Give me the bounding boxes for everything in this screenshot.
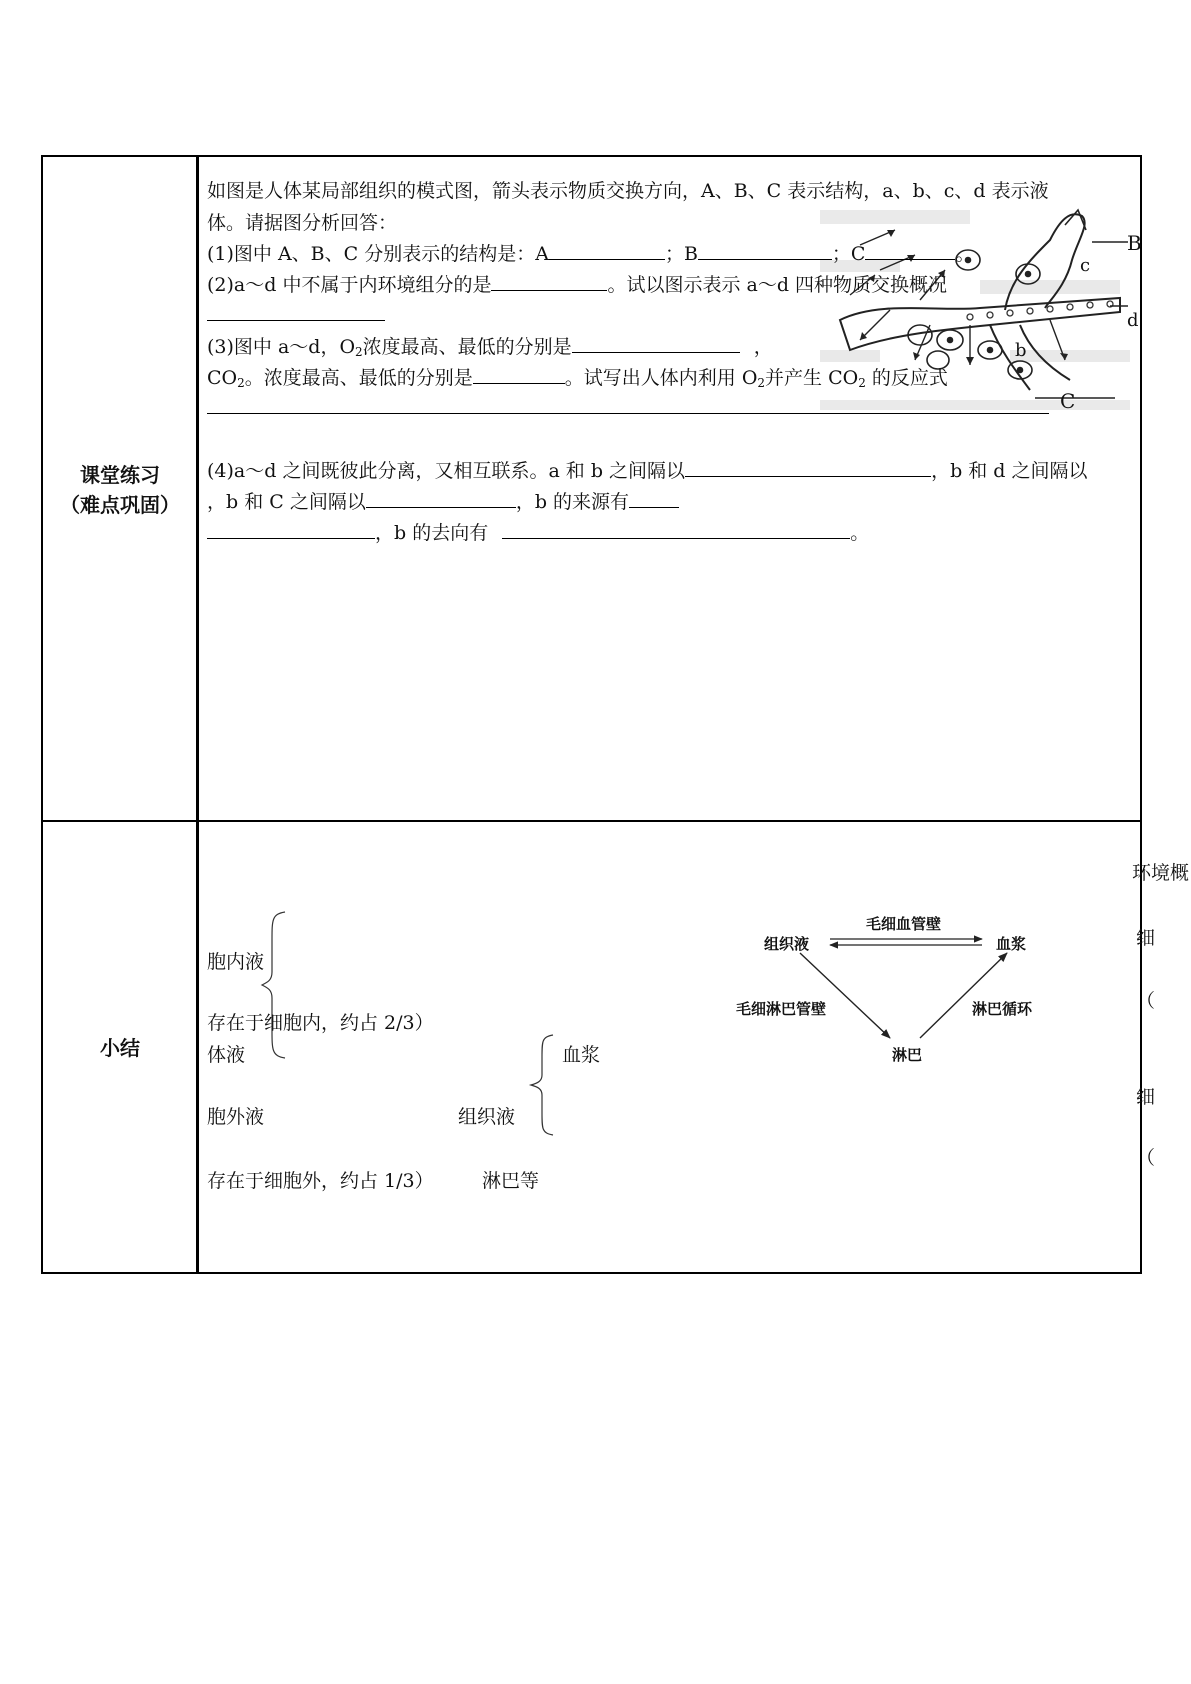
q4-blank-c[interactable] <box>629 488 679 508</box>
q2-blank-a[interactable] <box>491 271 607 291</box>
summary-plasma: 血浆 <box>562 1044 601 1066</box>
intro-line1: 如图是人体某局部组织的模式图，箭头表示物质交换方向，A、B、C 表示结构，a、b、c、d 表示液 <box>207 180 1049 202</box>
table-row-divider <box>41 820 1142 822</box>
diagram-capillary-wall: 毛细血管壁 <box>866 915 942 933</box>
summary-cell-inner-note: 存在于细胞内，约占 2/3） <box>207 1012 434 1034</box>
figure-label-c: c <box>1080 255 1091 276</box>
summary-extra-note: 存在于细胞外，约占 1/3） <box>207 1170 434 1192</box>
question-3-line1 <box>207 333 773 365</box>
row-label-exercise <box>44 460 196 520</box>
q4-blank-d[interactable] <box>207 519 375 539</box>
margin-text-1: 环境概 <box>1132 862 1190 884</box>
q3-blank-b[interactable] <box>473 364 565 384</box>
margin-text-2: 细 <box>1136 927 1156 949</box>
q3-text-e: 。浓度最高、最低的分别是 <box>244 367 473 389</box>
diagram-plasma: 血浆 <box>996 935 1027 953</box>
q3-text-f: 。试写出人体内利用 O <box>564 367 758 389</box>
summary-tissue-fluid: 组织液 <box>458 1106 516 1128</box>
margin-text-5: （ <box>1136 1147 1156 1169</box>
figure-label-B: B <box>1127 231 1142 255</box>
intro-line2: 体。请据图分析回答： <box>207 212 398 234</box>
q3-text-a: (3)图中 a～d，O <box>207 336 356 358</box>
q3-blank-a[interactable] <box>572 333 740 353</box>
q4-blank-b[interactable] <box>366 488 516 508</box>
q3-blank-c[interactable] <box>207 394 1049 414</box>
q3-text-c: ， <box>753 336 773 358</box>
q4-text-b: ，b 和 d 之间隔以 <box>931 460 1088 482</box>
q3-sub-3: 2 <box>757 376 766 390</box>
table-bottom-border <box>41 1272 1142 1274</box>
figure-label-C: C <box>1060 389 1076 413</box>
q1-text-b: ；B <box>664 243 698 265</box>
figure-label-b: b <box>1015 340 1027 361</box>
q1-blank-a[interactable] <box>549 240 665 260</box>
q4-text-c: ，b 和 C 之间隔以 <box>207 491 366 513</box>
diagram-lymph-capillary-wall: 毛细淋巴管壁 <box>736 1000 827 1018</box>
q4-text-d: ，b 的来源有 <box>515 491 630 513</box>
margin-text-3: （ <box>1136 990 1156 1012</box>
q3-text-g: 并产生 CO <box>765 367 859 389</box>
diagram-lymph-circulation: 淋巴循环 <box>972 1000 1033 1018</box>
table-left-border <box>41 155 43 1274</box>
q4-blank-e[interactable] <box>502 519 850 539</box>
question-3-line2 <box>207 364 948 396</box>
summary-lymph-etc: 淋巴等 <box>482 1170 540 1192</box>
q4-text-f: 。 <box>850 522 870 544</box>
summary-extra-cell: 胞外液 <box>207 1106 265 1128</box>
row-label-exercise-line2: （难点巩固） <box>60 493 180 517</box>
q4-text-a: (4)a～d 之间既彼此分离，又相互联系。a 和 b 之间隔以 <box>207 460 686 482</box>
q3-sub-2: 2 <box>237 376 245 390</box>
q2-text-a: (2)a～d 中不属于内环境组分的是 <box>207 274 492 296</box>
summary-cell-inner: 胞内液 <box>207 951 265 973</box>
q3-sub-1: 2 <box>355 345 363 359</box>
q3-text-b: 浓度最高、最低的分别是 <box>362 336 572 358</box>
q2-blank-b[interactable] <box>207 301 385 321</box>
q3-text-d: CO <box>207 367 238 389</box>
table-top-border <box>41 155 1142 157</box>
question-4-line2 <box>207 488 679 515</box>
table-label-divider <box>196 155 199 1274</box>
q1-text-c: ；C <box>831 243 866 265</box>
row-label-exercise-line1: 课堂练习 <box>80 463 160 487</box>
diagram-lymph: 淋巴 <box>892 1046 923 1064</box>
brace-outer <box>528 1033 558 1137</box>
row-label-summary-text: 小结 <box>100 1036 140 1060</box>
q4-blank-a[interactable] <box>685 457 931 477</box>
q2-text-b: 。试以图示表示 a～d 四种物质交换概况 <box>607 274 948 296</box>
row-label-summary <box>44 1033 196 1063</box>
q3-text-h: 的反应式 <box>871 367 948 389</box>
q1-text-end: 。 <box>955 243 975 265</box>
q1-blank-b[interactable] <box>698 240 832 260</box>
diagram-tissue: 组织液 <box>764 935 810 953</box>
summary-body-fluid: 体液 <box>207 1044 246 1066</box>
question-4-line1 <box>207 457 1088 484</box>
q3-sub-4: 2 <box>858 376 866 390</box>
margin-text-4: 细 <box>1136 1086 1156 1108</box>
q1-text-a: (1)图中 A、B、C 分别表示的结构是：A <box>207 243 549 265</box>
q4-text-e: ，b 的去向有 <box>375 522 489 544</box>
question-2 <box>207 271 947 298</box>
brace-inner <box>260 910 290 1060</box>
question-4-line3 <box>207 519 869 546</box>
question-1 <box>207 240 974 267</box>
figure-label-d: d <box>1127 310 1139 331</box>
q1-blank-c[interactable] <box>865 240 955 260</box>
